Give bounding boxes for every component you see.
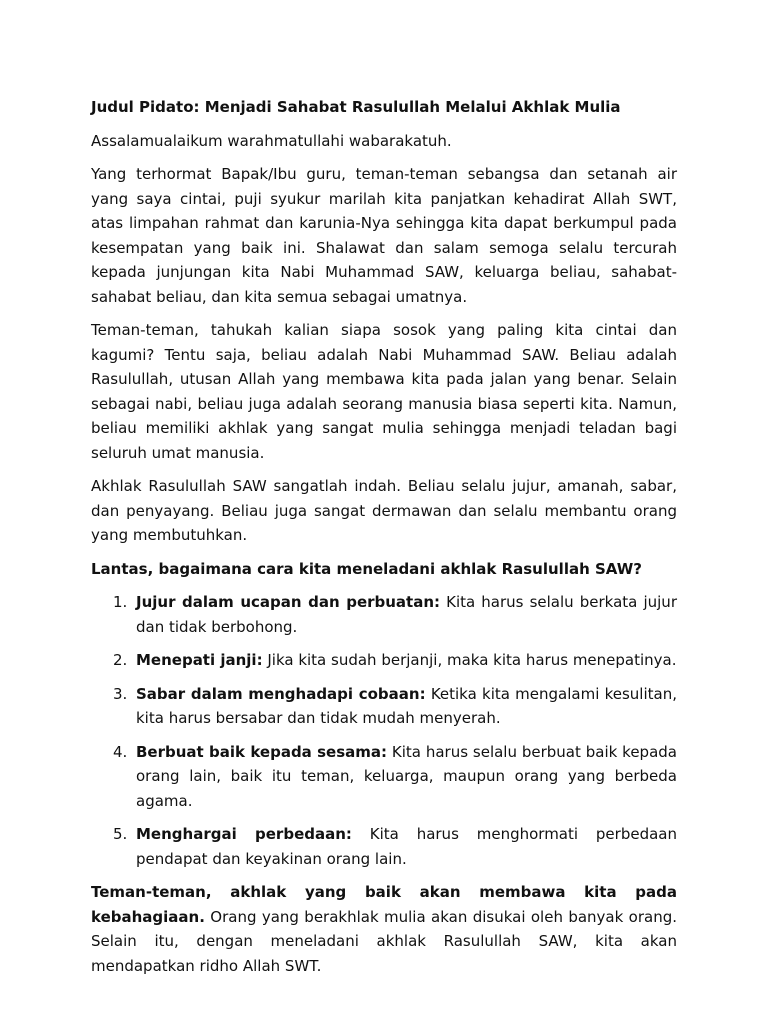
question-heading: Lantas, bagaimana cara kita meneladani akhlak Rasulullah SAW?: [91, 559, 642, 578]
paragraph-about-prophet: Teman-teman, tahukah kalian siapa sosok yang paling kita cintai dan kagumi? Tentu saja, beliau adalah Nabi Muhammad SAW. Beliau adalah Rasulullah, utusan Allah yang membawa kita pada jalan yang benar. Selain sebagai nabi, beliau juga adalah seorang manusia biasa seperti kita. Namun, beliau memiliki akhlak yang sangat mulia sehingga menjadi teladan bagi seluruh umat manusia.: [91, 321, 677, 462]
list-item-text: Kita harus menghormati perbedaan pendapat dan keyakinan orang lain.: [136, 825, 677, 868]
list-item: [91, 682, 677, 731]
list-item-term: Jujur dalam ucapan dan perbuatan:: [136, 593, 441, 611]
list-item-text: Ketika kita mengalami kesulitan, kita harus bersabar dan tidak mudah menyerah.: [136, 684, 677, 727]
closing-text: Orang yang berakhlak mulia akan disukai oleh banyak orang. Selain itu, dengan meneladani akhlak Rasulullah SAW, kita akan mendapatkan ridho Allah SWT.: [91, 907, 677, 975]
closing-bold: Teman-teman, akhlak yang baik akan membawa kita pada kebahagiaan.: [91, 883, 677, 926]
closing-paragraph: [91, 880, 677, 978]
paragraph-akhlak: Akhlak Rasulullah SAW sangatlah indah. Beliau selalu jujur, amanah, sabar, dan penyayang. Beliau juga sangat dermawan dan selalu membantu orang yang membutuhkan.: [91, 477, 677, 544]
list-item-text: Jika kita sudah berjanji, maka kita harus menepatinya.: [262, 651, 677, 669]
list-item-term: Sabar dalam menghadapi cobaan:: [136, 684, 426, 703]
greeting: Assalamualaikum warahmatullahi wabarakatuh.: [91, 131, 452, 150]
list-item: [91, 648, 677, 673]
list-item-number: 4.: [113, 742, 128, 761]
document-title: Judul Pidato: Menjadi Sahabat Rasulullah Melalui Akhlak Mulia: [91, 98, 621, 116]
list-item: [91, 822, 677, 871]
list-item-text: Kita harus selalu berbuat baik kepada orang lain, baik itu teman, keluarga, maupun orang yang berbeda agama.: [136, 742, 677, 810]
list-item-term: Menghargai perbedaan:: [136, 825, 352, 843]
list-item: [91, 590, 677, 639]
list-item-text: Kita harus selalu berkata jujur dan tidak berbohong.: [136, 593, 677, 636]
list-item: [91, 740, 677, 814]
list-item-term: Menepati janji:: [136, 651, 263, 669]
list-item-number: 3.: [113, 684, 128, 703]
list-item-number: 2.: [113, 651, 128, 669]
list-item-term: Berbuat baik kepada sesama:: [136, 742, 388, 761]
document-page: [91, 95, 677, 987]
list-item-number: 5.: [113, 825, 128, 843]
list-item-number: 1.: [113, 593, 128, 611]
paragraph-opening: Yang terhormat Bapak/Ibu guru, teman-teman sebangsa dan setanah air yang saya cintai, puji syukur marilah kita panjatkan kehadirat Allah SWT, atas limpahan rahmat dan karunia-Nya sehingga kita dapat berkumpul pada kesempatan yang baik ini. Shalawat dan salam semoga selalu tercurah kepada junjungan kita Nabi Muhammad SAW, keluarga beliau, sahabat-sahabat beliau, dan kita semua sebagai umatnya.: [91, 165, 677, 306]
akhlak-list: [91, 590, 677, 871]
